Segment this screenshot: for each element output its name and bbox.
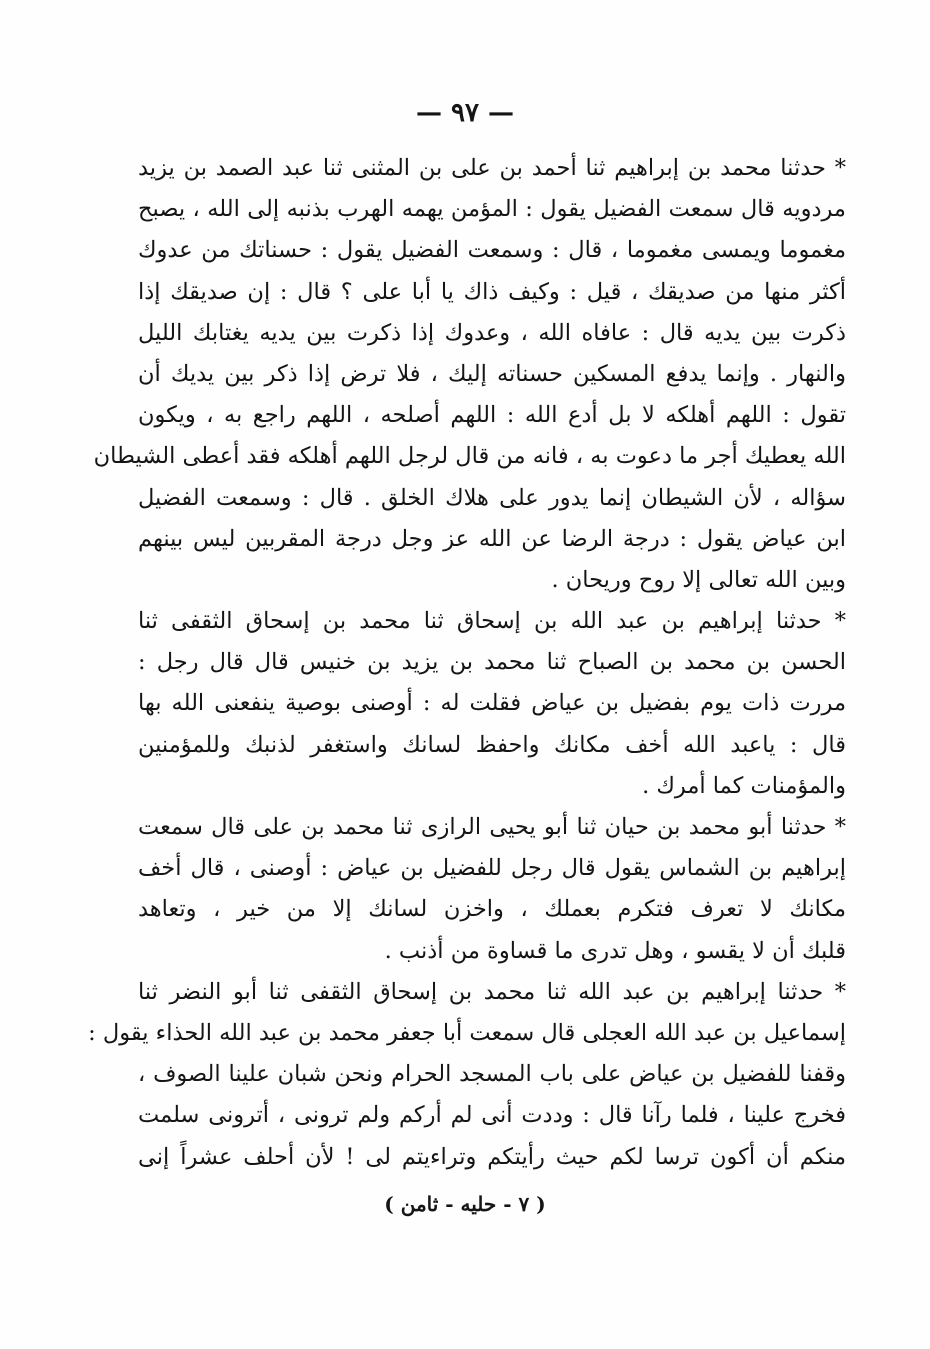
text-line: إبراهيم بن الشماس يقول قال رجل للفضيل بن عياض : أوصنى ، قال أخف [138, 855, 846, 882]
text-line: والنهار . وإنما يدفع المسكين حسناته إليك ، فلا ترض إذا ذكر بين يديك أن [138, 360, 846, 387]
text-line: مردويه قال سمعت الفضيل يقول : المؤمن يهمه الهرب بذنبه إلى الله ، يصبح [138, 196, 846, 223]
text-line: * حدثنا محمد بن إبراهيم ثنا أحمد بن على بن المثنى ثنا عبد الصمد بن يزيد [138, 155, 846, 181]
text-line: وقفنا للفضيل بن عياض على باب المسجد الحرام ونحن شبان علينا الصوف ، [138, 1061, 846, 1088]
text-line: مغموما ويمسى مغموما ، قال : وسمعت الفضيل يقول : حسناتك من عدوك [138, 237, 846, 264]
paragraph-3 [138, 807, 846, 972]
text-line: أكثر منها من صديقك ، قيل : وكيف ذاك يا أبا على ؟ قال : إن صديقك إذا [138, 278, 846, 305]
text-line: تقول : اللهم أهلكه لا بل أدع الله : اللهم أصلحه ، اللهم راجع به ، ويكون [138, 402, 846, 429]
paragraph-2 [138, 601, 846, 807]
text-line: مررت ذات يوم بفضيل بن عياض فقلت له : أوصنى بوصية ينفعنى الله بها [138, 690, 846, 717]
text-line: مكانك لا تعرف فتكرم بعملك ، واخزن لسانك إلا من خير ، وتعاهد [138, 896, 846, 923]
text-line: الله يعطيك أجر ما دعوت به ، فانه من قال لرجل اللهم أهلكه فقد أعطى الشيطان [93, 443, 846, 470]
text-line: منكم أن أكون ترسا لكم حيث رأيتكم وتراءيتم لى ! لأن أحلف عشراً إنى [138, 1143, 846, 1170]
text-line: * حدثنا إبراهيم بن عبد الله بن إسحاق ثنا محمد بن إسحاق الثقفى ثنا [138, 608, 846, 635]
printer-signature: ( ٧ - حليه - ثامن ) [384, 1192, 546, 1216]
text-line: * حدثنا أبو محمد بن حيان ثنا أبو يحيى الرازى ثنا محمد بن على قال سمعت [138, 814, 846, 840]
paragraph-4 [88, 972, 846, 1178]
page-number: — ٩٧ — [415, 98, 515, 128]
text-line: وبين الله تعالى إلا روح وريحان . [551, 566, 846, 593]
text-line: إسماعيل بن عبد الله العجلى قال سمعت أبا جعفر محمد بن عبد الله الحذاء يقول : [88, 1019, 846, 1046]
body-text [88, 148, 846, 1178]
text-line: قال : ياعبد الله أخف مكانك واحفظ لسانك واستغفر لذنبك وللمؤمنين [138, 731, 846, 758]
text-line: فخرج علينا ، فلما رآنا قال : وددت أنى لم أركم ولم ترونى ، أترونى سلمت [138, 1102, 846, 1129]
text-line: والمؤمنات كما أمرك . [642, 772, 846, 799]
text-line: * حدثنا إبراهيم بن عبد الله ثنا محمد بن إسحاق الثقفى ثنا أبو النضر ثنا [138, 978, 846, 1005]
paragraph-1 [93, 148, 846, 601]
text-line: سؤاله ، لأن الشيطان إنما يدور على هلاك الخلق . قال : وسمعت الفضيل [138, 484, 846, 511]
text-line: ذكرت بين يديه قال : عافاه الله ، وعدوك إذا ذكرت بين يديه يغتابك الليل [138, 319, 846, 346]
text-line: قلبك أن لا يقسو ، وهل تدرى ما قساوة من أذنب . [384, 937, 846, 964]
text-line: ابن عياض يقول : درجة الرضا عن الله عز وجل درجة المقربين ليس بينهم [138, 525, 846, 552]
text-line: الحسن بن محمد بن الصباح ثنا محمد بن يزيد بن خنيس قال قال رجل : [138, 649, 846, 676]
